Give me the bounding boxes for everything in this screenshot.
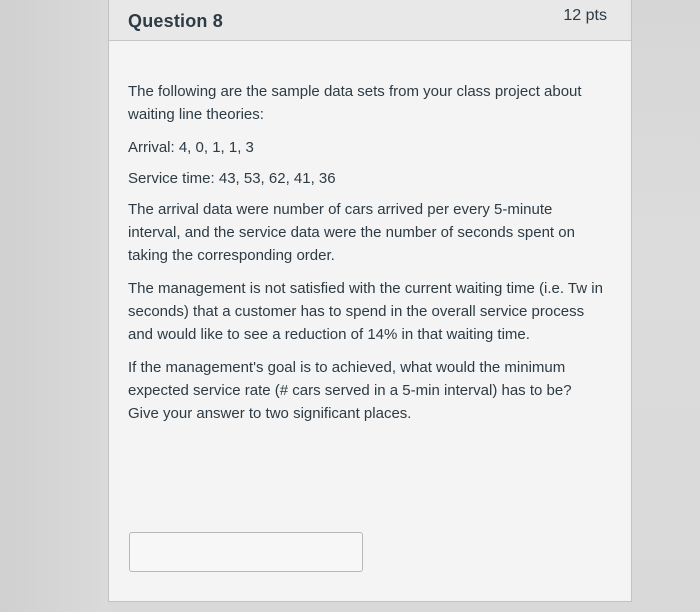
intro-paragraph: The following are the sample data sets from your class project about waiting line theories: <box>128 83 582 123</box>
data-description-paragraph: The arrival data were number of cars arrived per every 5-minute interval, and the service data were the number of seconds spent on taking the corresponding order. <box>128 201 575 264</box>
question-text <box>128 80 606 435</box>
answer-input[interactable] <box>129 532 363 572</box>
background-surface <box>0 0 108 612</box>
service-time-data: Service time: 43, 53, 62, 41, 36 <box>128 170 336 187</box>
management-paragraph: The management is not satisfied with the current waiting time (i.e. Tw in seconds) that a customer has to spend in the overall service process and would like to see a reduction of 14% in that waiting time. <box>128 280 603 343</box>
question-card <box>108 0 632 602</box>
question-points: 12 pts <box>563 7 607 24</box>
question-header <box>109 0 631 41</box>
question-title: Question 8 <box>128 11 224 31</box>
question-prompt-paragraph: If the management's goal is to achieved, what would the minimum expected service rate (# cars served in a 5-min interval) has to be? Give your answer to two significant places. <box>128 359 572 422</box>
arrival-data: Arrival: 4, 0, 1, 1, 3 <box>128 139 254 156</box>
